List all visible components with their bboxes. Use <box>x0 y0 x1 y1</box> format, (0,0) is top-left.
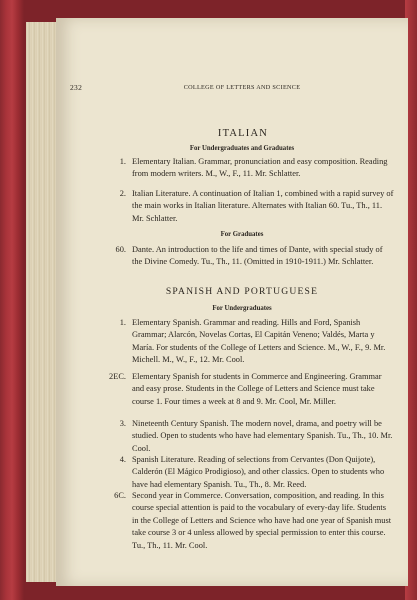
course-text: Elementary Spanish. Grammar and reading. Hills and Ford, Spanish Grammar; Alarcón, Novelas Cortas, El Capitán Veneno; Valdés, Marta y María. For students of the College of Letters and Science. M., W., F., 9. Mr. Michell. M., W., F., 12. Mr. Cool. <box>132 318 386 365</box>
course-number: 3. <box>119 419 126 428</box>
section-subtitle: For Undergraduates <box>212 305 272 312</box>
section-subtitle: For Graduates <box>220 231 264 238</box>
section-title-italian: ITALIAN <box>217 128 269 139</box>
running-title: COLLEGE OF LETTERS AND SCIENCE <box>183 84 301 91</box>
course-number: 6C. <box>114 491 126 500</box>
page-number: 232 <box>70 83 83 92</box>
section-subtitle: For Undergraduates and Graduates <box>189 145 295 152</box>
course-text: Spanish Literature. Reading of selections from Cervantes (Don Quijote), Calderón (El Mágico Prodigioso), and other classics. Open to students who have had elementary Spanish. Tu., Th., 8. Mr. Reed. <box>132 455 385 489</box>
course-number: 2. <box>119 189 126 198</box>
course-text: Nineteenth Century Spanish. The modern novel, drama, and poetry will be studied. Open to students who have had elementary Spanish. Tu., Th., 10. Mr. Cool. <box>132 419 393 453</box>
course-text: Elementary Italian. Grammar, pronunciation and easy composition. Reading from modern writers. M., W., F., 11. Mr. Schlatter. <box>132 157 388 179</box>
course-number: 1. <box>119 157 126 166</box>
course-number: 1. <box>119 318 126 327</box>
course-text: Dante. An introduction to the life and times of Dante, with special study of the Divine Comedy. Tu., Th., 11. (Omitted in 1910-1911.) Mr. Schlatter. <box>132 245 383 267</box>
section-title-spanish: SPANISH AND PORTUGUESE <box>165 286 319 297</box>
course-text: Italian Literature. A continuation of Italian 1, combined with a rapid survey of the main works in Italian literature. Alternates with Italian 60. Tu., Th., 11. Mr. Schlatter. <box>132 189 394 223</box>
course-number: 60. <box>115 245 126 254</box>
course-text: Elementary Spanish for students in Commerce and Engineering. Grammar and easy prose. Students in the College of Letters and Science must take course 1. Four times a week at 8 and 9. Mr. Cool, Mr. Miller. <box>132 372 382 406</box>
course-text: Second year in Commerce. Conversation, composition, and reading. In this course special attention is paid to the vocabulary of every-day life. Students in the College of Letters and Science who have had one year of Spanish must take course 3 or 4 unless allowed by special permission to enter this course. Tu., Th., 11. Mr. Cool. <box>132 491 392 550</box>
course-number: 2EC. <box>109 372 126 381</box>
course-number: 4. <box>119 455 126 464</box>
book-page <box>56 18 408 586</box>
